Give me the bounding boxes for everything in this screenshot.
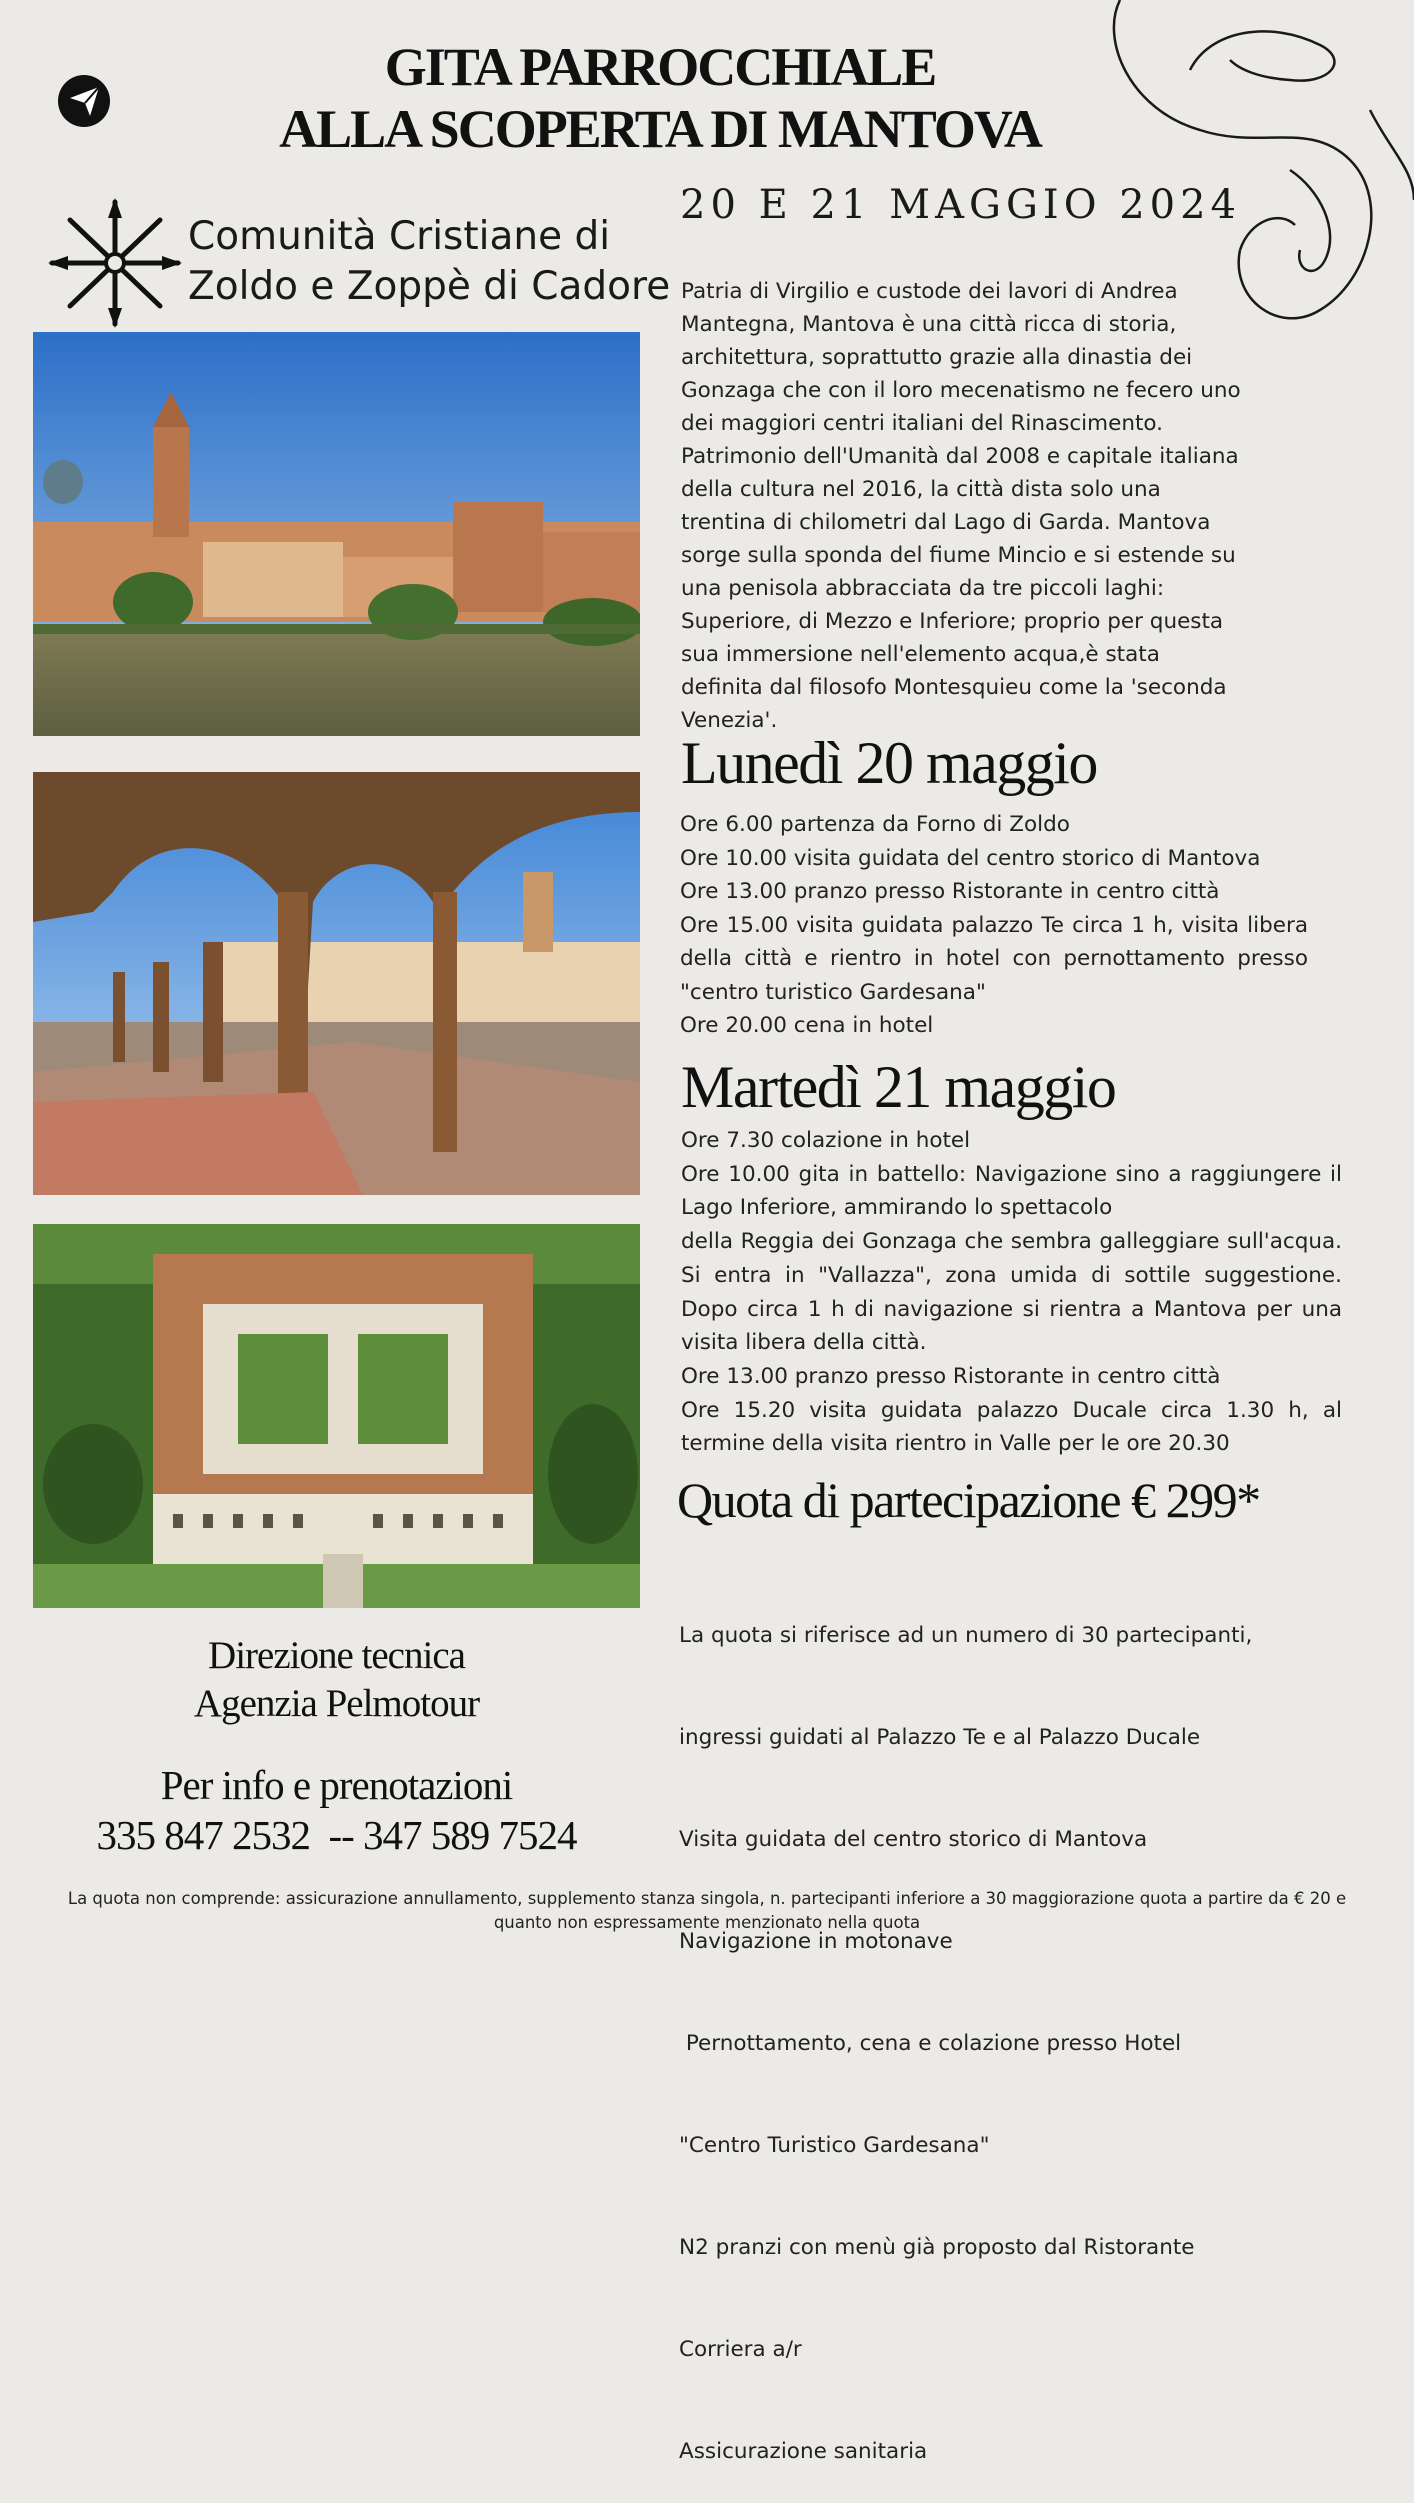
cross-star-logo-icon bbox=[48, 198, 182, 328]
price-includes-item: La quota si riferisce ad un numero di 30 partecipanti, bbox=[679, 1623, 1253, 1648]
day1-line: Ore 15.00 visita guidata palazzo Te circa 1 h, visita libera della città e rientro in hotel con pernottamento presso "centro turistico Gardesana" bbox=[680, 912, 1308, 1005]
price-includes-item: Navigazione in motonave bbox=[679, 1929, 953, 1954]
technical-agency bbox=[33, 1632, 640, 1728]
day1-line: Ore 6.00 partenza da Forno di Zoldo bbox=[680, 812, 1070, 837]
price-heading: Quota di partecipazione € 299* bbox=[677, 1472, 1260, 1528]
event-date: 20 E 21 MAGGIO 2024 bbox=[680, 182, 1241, 228]
day1-schedule bbox=[680, 808, 1308, 1043]
price-includes-item: Visita guidata del centro storico di Mantova bbox=[679, 1827, 1148, 1852]
day2-heading: Martedì 21 maggio bbox=[681, 1054, 1116, 1120]
price-includes-item: "Centro Turistico Gardesana" bbox=[679, 2133, 990, 2158]
day1-line: Ore 20.00 cena in hotel bbox=[680, 1013, 934, 1038]
agency-line-1: Direzione tecnica bbox=[208, 1634, 465, 1677]
page-title bbox=[160, 36, 1160, 160]
intro-paragraph: Patria di Virgilio e custode dei lavori di Andrea Mantegna, Mantova è una città ricca di storia, architettura, soprattutto grazie alla dinastia dei Gonzaga che con il loro mecenatismo ne fecero uno dei maggiori centri italiani del Rinascimento. Patrimonio dell'Umanità dal 2008 e capitale italiana della cultura nel 2016, la città dista solo una trentina di chilometri dal Lago di Garda. Mantova sorge sulla sponda del fiume Mincio e si estende su una penisola abbracciata da tre piccoli laghi: Superiore, di Mezzo e Inferiore; proprio per questa sua immersione nell'elemento acqua,è stata definita dal filosofo Montesquieu come la 'seconda Venezia'. bbox=[681, 279, 1241, 733]
organization-line-2: Zoldo e Zoppè di Cadore bbox=[188, 264, 671, 309]
day2-line: della Reggia dei Gonzaga che sembra galleggiare sull'acqua. Si entra in "Vallazza", zona umida di sottile suggestione. Dopo circa 1 h di navigazione si rientra a Mantova per una visita libera della città. bbox=[681, 1229, 1342, 1356]
day2-schedule bbox=[681, 1124, 1342, 1461]
day2-line: Ore 7.30 colazione in hotel bbox=[681, 1128, 971, 1153]
footnote bbox=[0, 1887, 1414, 1935]
title-line-2: ALLA SCOPERTA DI MANTOVA bbox=[279, 99, 1041, 159]
day1-line: Ore 13.00 pranzo presso Ristorante in centro città bbox=[680, 879, 1220, 904]
price-includes-item: N2 pranzi con menù già proposto dal Ristorante bbox=[679, 2235, 1195, 2260]
day1-heading: Lunedì 20 maggio bbox=[681, 730, 1097, 796]
photo-palazzo-te bbox=[33, 1224, 640, 1608]
price-includes-item: ingressi guidati al Palazzo Te e al Palazzo Ducale bbox=[679, 1725, 1201, 1750]
day2-line: Ore 15.20 visita guidata palazzo Ducale circa 1.30 h, al termine della visita rientro in Valle per le ore 20.30 bbox=[681, 1397, 1342, 1457]
organization-name bbox=[188, 212, 670, 312]
contacts-label: Per info e prenotazioni bbox=[160, 1762, 513, 1808]
footnote-line-2: quanto non espressamente menzionato nella quota bbox=[493, 1913, 921, 1932]
price-includes-item: Assicurazione sanitaria bbox=[679, 2439, 928, 2464]
title-line-1: GITA PARROCCHIALE bbox=[384, 37, 936, 97]
day1-line: Ore 10.00 visita guidata del centro storico di Mantova bbox=[680, 845, 1261, 871]
photo-arcade-piazza bbox=[33, 772, 640, 1195]
day2-line: Ore 10.00 gita in battello: Navigazione sino a raggiungere il Lago Inferiore, ammirando lo spettacolo bbox=[681, 1161, 1342, 1221]
price-includes-item: Corriera a/r bbox=[679, 2337, 802, 2362]
price-includes-item: Pernottamento, cena e colazione presso Hotel bbox=[679, 2031, 1182, 2056]
day2-line: Ore 13.00 pranzo presso Ristorante in centro città bbox=[681, 1363, 1221, 1389]
send-arrow-icon bbox=[57, 74, 111, 128]
agency-line-2: Agenzia Pelmotour bbox=[193, 1682, 480, 1725]
photo-mantova-skyline bbox=[33, 332, 640, 736]
organization-line-1: Comunità Cristiane di bbox=[188, 214, 611, 259]
contact-phone-numbers[interactable]: 335 847 2532 -- 347 589 7524 bbox=[96, 1812, 577, 1858]
contacts bbox=[33, 1760, 640, 1860]
footnote-line-1: La quota non comprende: assicurazione annullamento, supplemento stanza singola, n. partecipanti inferiore a 30 maggiorazione quota a partire da € 20 e bbox=[67, 1889, 1347, 1908]
price-includes-list bbox=[679, 1551, 1299, 2503]
